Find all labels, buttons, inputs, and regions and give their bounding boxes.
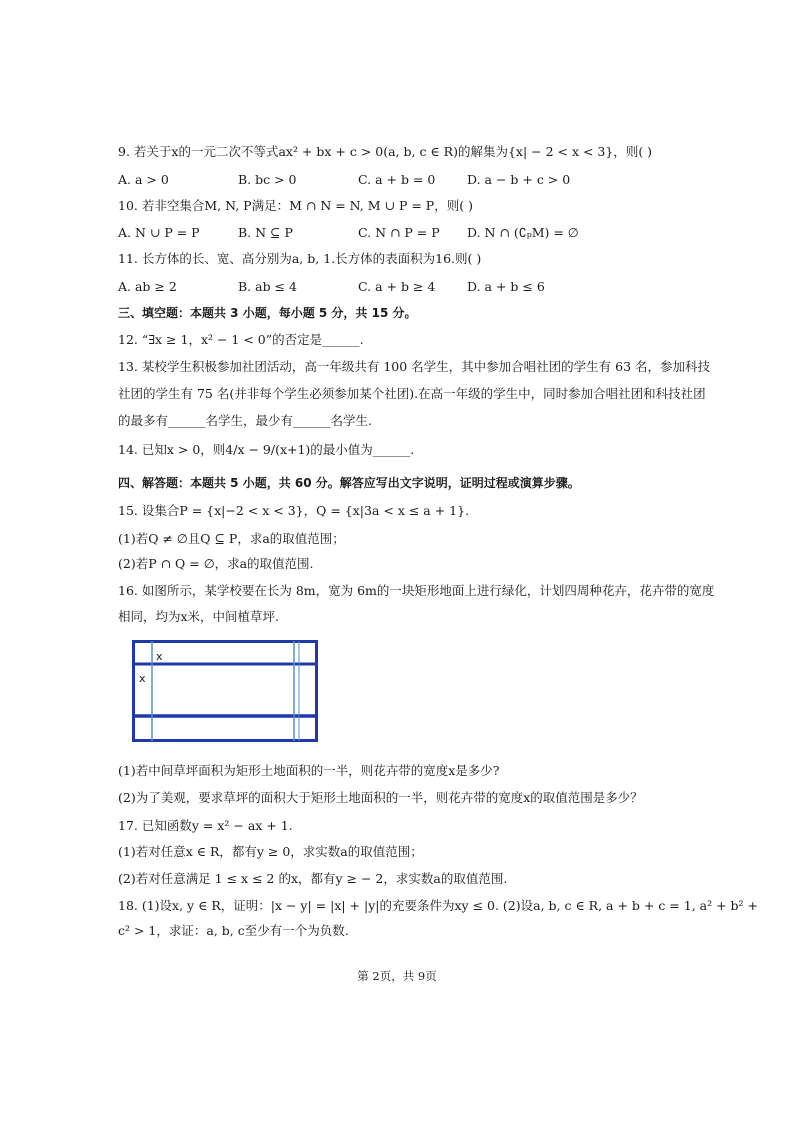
q15-part2: (2)若P ∩ Q = ∅，求a的取值范围. (118, 556, 314, 571)
q9-option-c: C. a + b = 0 (358, 172, 436, 187)
q10-option-d: D. N ∩ (∁ₚM) = ∅ (467, 225, 579, 240)
q16-part2: (2)为了美观，要求草坪的面积大于矩形土地面积的一半，则花卉带的宽度x的取值范围是多少？ (118, 790, 643, 805)
q16-part1: (1)若中间草坪面积为矩形土地面积的一半，则花卉带的宽度x是多少? (118, 763, 500, 778)
q17-part2: (2)若对任意满足 1 ≤ x ≤ 2 的x，都有y ≥ − 2，求实数a的取值范围. (118, 871, 508, 886)
q11-option-d: D. a + b ≤ 6 (467, 279, 545, 294)
q9-option-b: B. bc > 0 (238, 172, 297, 187)
q16-line2: 相同，均为x米，中间植草坪. (118, 609, 280, 624)
label-top-x: x (156, 650, 163, 663)
q10-option-c: C. N ∩ P = P (358, 225, 440, 240)
q13-line2: 社团的学生有 75 名(并非每个学生必须参加某个社团).在高一年级的学生中，同时参加合唱社团和科技社团 (118, 386, 706, 401)
q14-text: 14. 已知x > 0，则4/x − 9/(x+1)的最小值为______. (118, 442, 415, 457)
q15-stem: 15. 设集合P = {x|−2 < x < 3}，Q = {x|3a < x ≤ a + 1}. (118, 503, 470, 518)
q16-line1: 16. 如图所示，某学校要在长为 8m，宽为 6m的一块矩形地面上进行绿化，计划四周种花卉，花卉带的宽度 (118, 583, 715, 598)
q18-line1: 18. (1)设x, y ∈ R，证明：|x − y| = |x| + |y|的充要条件为xy ≤ 0. (2)设a, b, c ∈ R, a + b + c = 1, a² + b² + (118, 898, 758, 913)
section3-heading: 三、填空题：本题共 3 小题，每小题 5 分，共 15 分。 (118, 306, 417, 320)
q13-line1: 13. 某校学生积极参加社团活动，高一年级共有 100 名学生，其中参加合唱社团的学生有 63 名，参加科技 (118, 359, 711, 374)
q10-stem: 10. 若非空集合M, N, P满足：M ∩ N = N, M ∪ P = P，则( ) (118, 198, 473, 213)
q9-stem: 9. 若关于x的一元二次不等式ax² + bx + c > 0(a, b, c ∈ R)的解集为{x| − 2 < x < 3}，则( ) (118, 144, 653, 159)
q10-option-b: B. N ⊆ P (238, 225, 293, 240)
q15-part1: (1)若Q ≠ ∅且Q ⊆ P，求a的取值范围； (118, 531, 345, 546)
q10-option-a: A. N ∪ P = P (118, 225, 200, 240)
q12-text: 12. “∃x ≥ 1，x² − 1 < 0”的否定是______. (118, 332, 364, 347)
garden-diagram (132, 640, 318, 742)
q9-option-a: A. a > 0 (118, 172, 169, 187)
q9-option-d: D. a − b + c > 0 (467, 172, 571, 187)
q11-option-a: A. ab ≥ 2 (118, 279, 177, 294)
label-left-x: x (139, 672, 146, 685)
page-footer: 第 2页，共 9页 (357, 969, 437, 983)
section4-heading: 四、解答题：本题共 5 小题，共 60 分。解答应写出文字说明，证明过程或演算步骤。 (118, 476, 580, 490)
q11-option-c: C. a + b ≥ 4 (358, 279, 436, 294)
q18-line2: c² > 1，求证：a, b, c至少有一个为负数. (118, 923, 349, 938)
q17-part1: (1)若对任意x ∈ R，都有y ≥ 0，求实数a的取值范围； (118, 844, 423, 859)
q17-stem: 17. 已知函数y = x² − ax + 1. (118, 818, 293, 833)
q11-option-b: B. ab ≤ 4 (238, 279, 297, 294)
q11-stem: 11. 长方体的长、宽、高分别为a, b, 1.长方体的表面积为16.则( ) (118, 251, 482, 266)
q13-line3: 的最多有______名学生，最少有______名学生. (118, 413, 372, 428)
